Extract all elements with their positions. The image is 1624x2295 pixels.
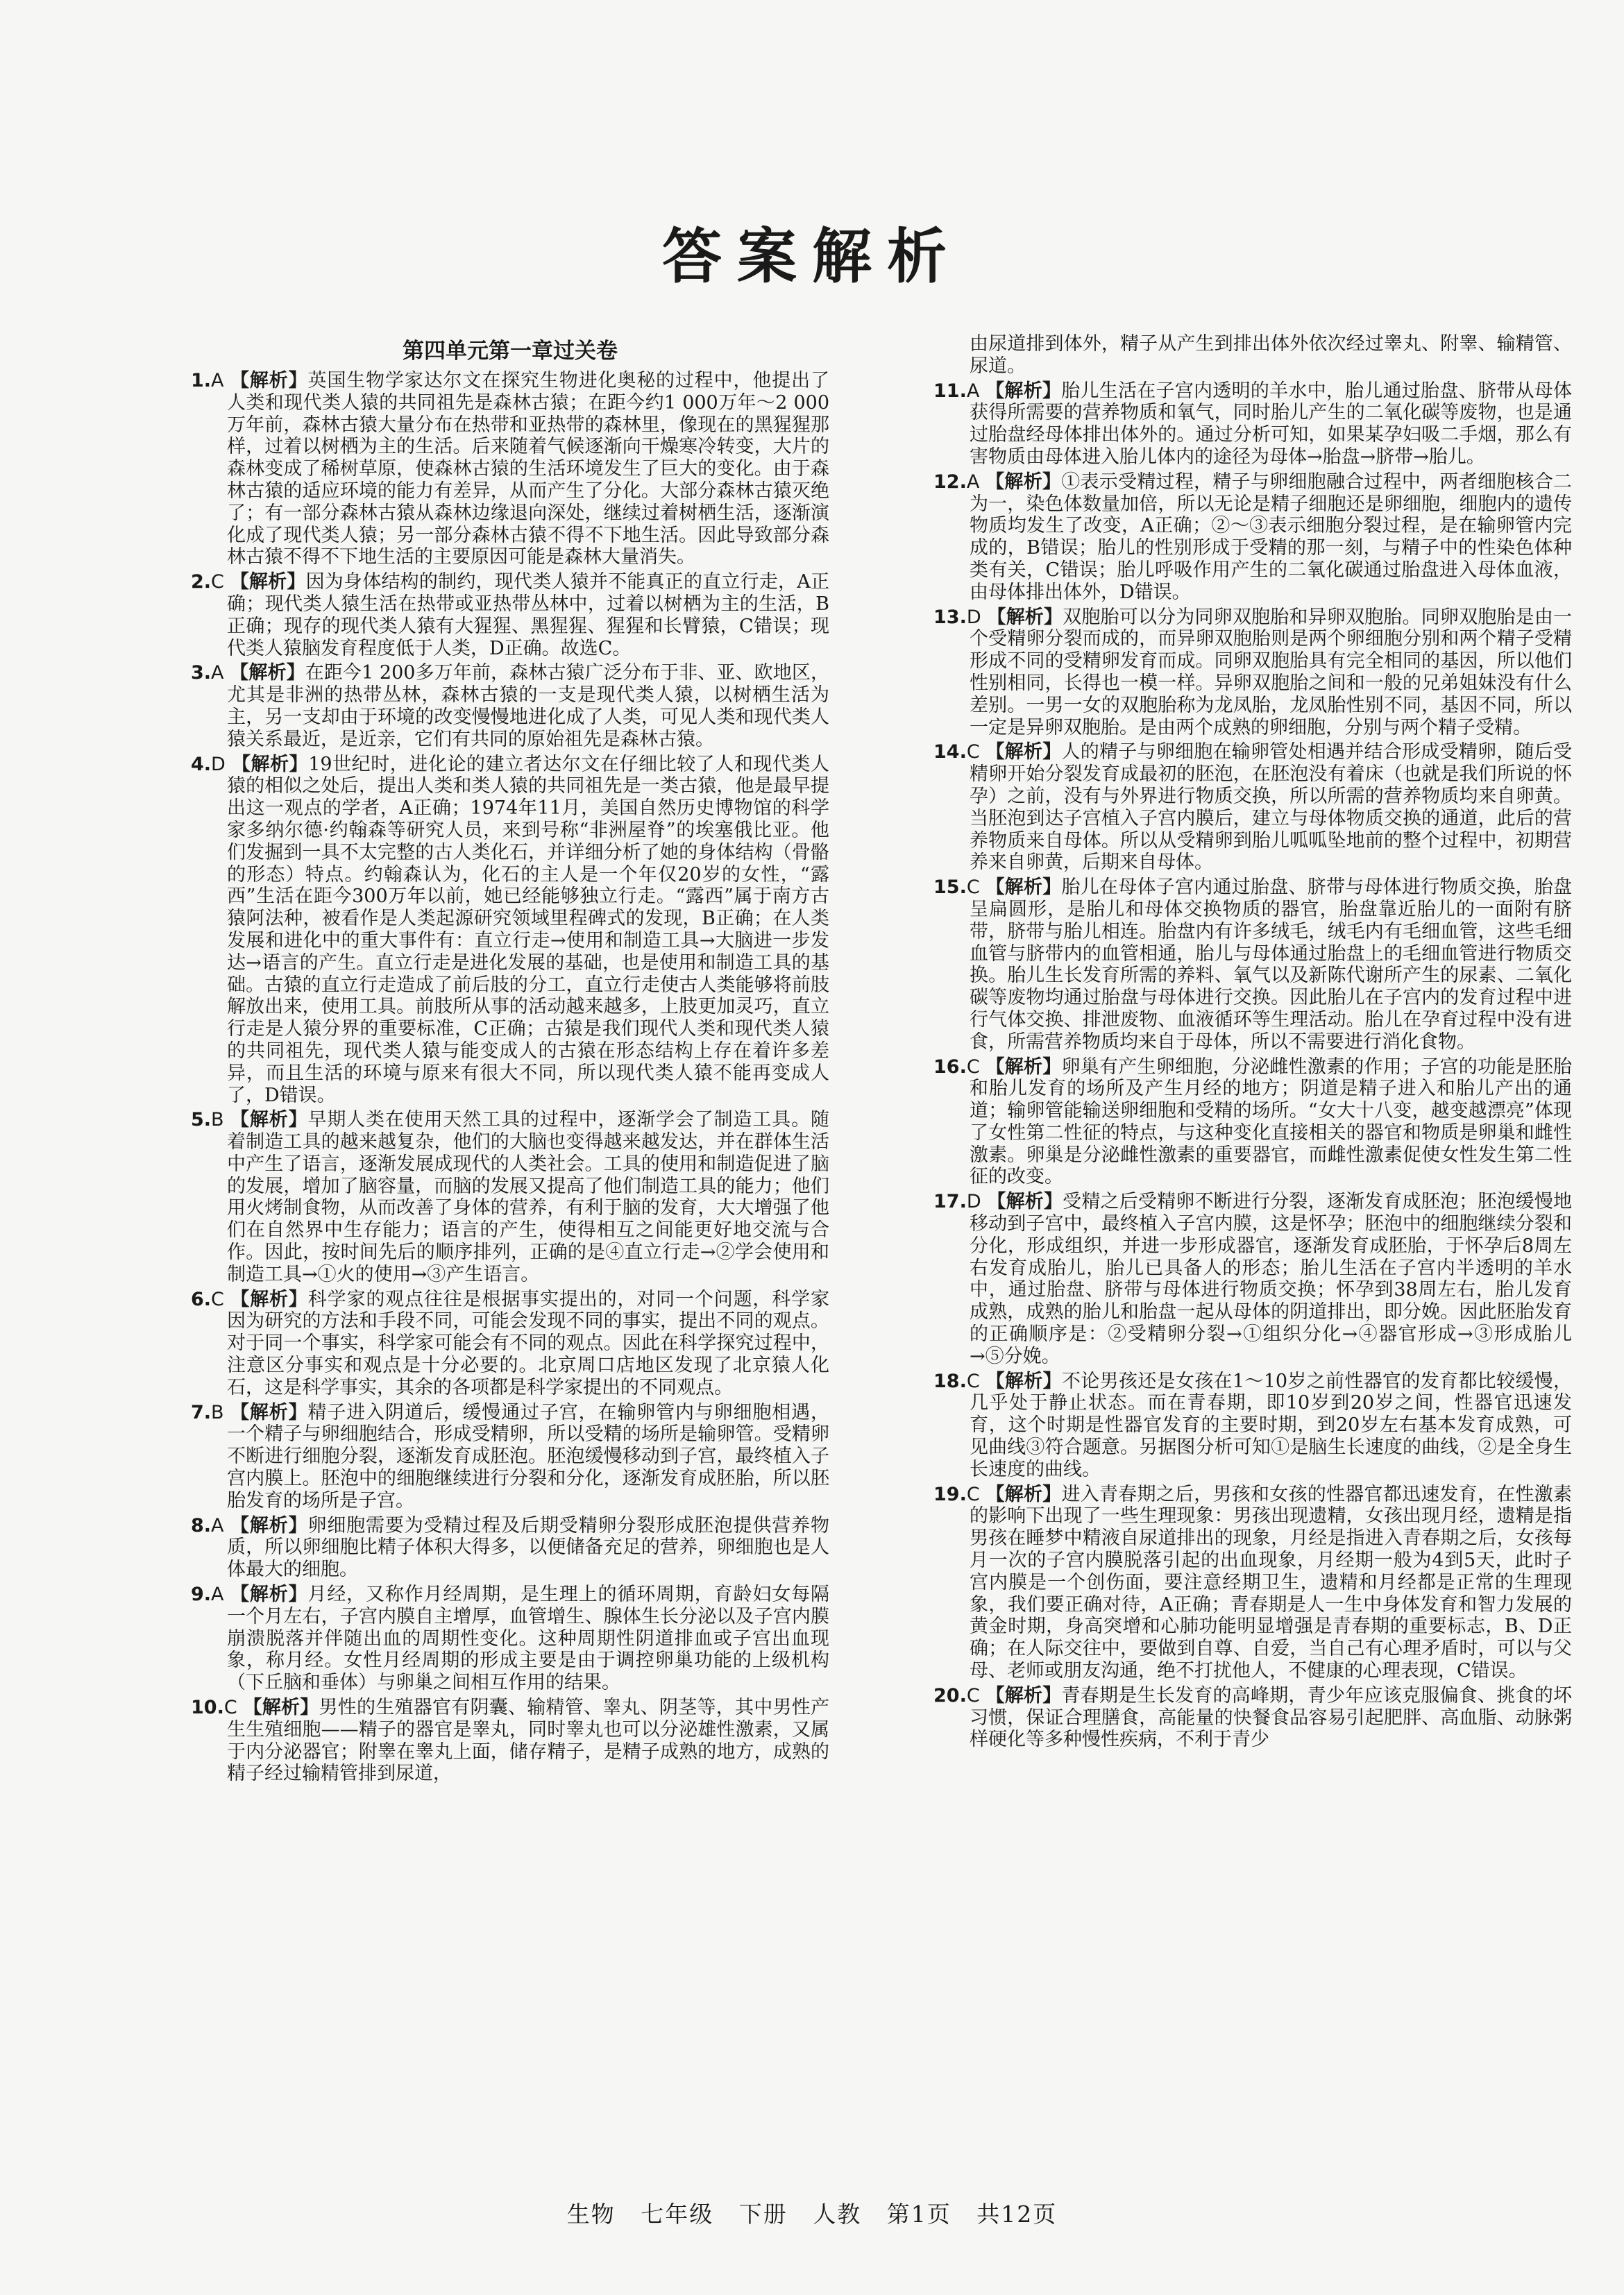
analysis-tag: 【解析】 [230, 1514, 308, 1536]
item-answer: D [966, 1191, 981, 1213]
answer-item [933, 1685, 1572, 1751]
right-column [933, 333, 1572, 1754]
analysis-tag: 【解析】 [230, 571, 306, 593]
item-text: 卵细胞需要为受精过程及后期受精卵分裂形成胚泡提供营养物质，所以卵细胞比精子体积大得多，以便储备充足的营养，卵细胞也是人体最大的细胞。 [227, 1514, 829, 1581]
analysis-tag: 【解析】 [986, 471, 1062, 493]
unit-title: 第四单元第一章过关卷 [403, 339, 618, 364]
item-answer: D [966, 606, 981, 628]
answer-item [933, 607, 1572, 739]
analysis-tag: 【解析】 [986, 1684, 1062, 1707]
page-footer [0, 2196, 1624, 2229]
item-answer: B [211, 1401, 224, 1423]
item-number: 18. [933, 1370, 967, 1392]
page-title: 答案解析 [662, 222, 962, 291]
item-answer: A [211, 662, 224, 684]
analysis-tag: 【解析】 [986, 741, 1062, 763]
item-text: 胎儿在母体子宫内通过胎盘、脐带与母体进行物质交换，胎盘呈扁圆形，是胎儿和母体交换物质的器官，胎盘靠近胎儿的一面附有脐带，脐带与胎儿相连。胎盘内有许多绒毛，绒毛内有毛细血管，这些毛细血管与脐带内的血管相通，胎儿与母体通过胎盘上的毛细血管进行物质交换。胎儿生长发育所需的养料、氧气以及新陈代谢所产生的尿素、二氧化碳等废物均通过胎盘与母体进行交换。因此胎儿在子宫内的发育过程中进行气体交换、排泄废物、血液循环等生理活动。胎儿在孕育过程中没有进食，所需营养物质均来自于母体，所以不需要进行消化食物。 [970, 876, 1573, 1053]
item-text: 双胞胎可以分为同卵双胞胎和异卵双胞胎。同卵双胞胎是由一个受精卵分裂而成的，而异卵双胞胎则是两个卵细胞分别和两个精子受精形成不同的受精卵发育而成。同卵双胞胎具有完全相同的基因，所以他们性别相同，长得也一模一样。异卵双胞胎之间和一般的兄弟姐妹没有什么差别。一男一女的双胞胎称为龙凤胎，龙凤胎性别不同，基因不同，所以一定是异卵双胞胎。是由两个成熟的卵细胞，分别与两个精子受精。 [970, 606, 1573, 738]
item-answer: A [211, 1584, 224, 1606]
analysis-tag: 【解析】 [230, 1401, 308, 1423]
footer-volume: 下册 [738, 2201, 788, 2228]
analysis-tag: 【解析】 [987, 606, 1063, 628]
answer-item [191, 370, 829, 568]
item-answer: B [211, 1109, 224, 1131]
item-text: 精子进入阴道后，缓慢通过子宫，在输卵管内与卵细胞相遇，一个精子与卵细胞结合，形成受精卵，所以受精的场所是输卵管。受精卵不断进行细胞分裂，逐渐发育成胚泡。胚泡缓慢移动到子宫，最终植入子宫内膜上。胚泡中的细胞继续进行分裂和分化，逐渐发育成胚胎，所以胚胎发育的场所是子宫。 [227, 1401, 829, 1511]
item-number: 13. [933, 606, 967, 628]
item-number: 14. [933, 741, 967, 763]
item-number: 12. [933, 471, 967, 493]
item-answer: C [211, 1288, 224, 1310]
item-answer: C [211, 571, 224, 593]
item-number: 6. [191, 1288, 212, 1310]
item-number: 1. [191, 370, 212, 391]
analysis-tag: 【解析】 [986, 380, 1062, 402]
footer-grade: 七年级 [641, 2201, 714, 2228]
item-text: ①表示受精过程，精子与卵细胞融合过程中，两者细胞核合二为一，染色体数量加倍，所以无论是精子细胞还是卵细胞，细胞内的遗传物质均发生了改变，A正确；②～③表示细胞分裂过程，是在输卵管内完成的，B错误；胎儿的性别形成于受精的那一刻，与精子中的性染色体种类有关，C错误；胎儿呼吸作用产生的二氧化碳通过胎盘进入母体血液，由母体排出体外，D错误。 [970, 471, 1572, 603]
analysis-tag: 【解析】 [987, 1191, 1063, 1213]
item-text: 科学家的观点往往是根据事实提出的，对同一个问题，科学家因为研究的方法和手段不同，可能会发现不同的事实，提出不同的观点。对于同一个事实，科学家可能会有不同的观点。因此在科学探究过程中，注意区分事实和观点是十分必要的。北京周口店地区发现了北京猿人化石，这是科学事实，其余的各项都是科学家提出的不同观点。 [227, 1288, 829, 1398]
item-answer: A [211, 370, 224, 391]
item-text: 胎儿生活在子宫内透明的羊水中，胎儿通过胎盘、脐带从母体获得所需要的营养物质和氧气，同时胎儿产生的二氧化碳等废物，也是通过胎盘经母体排出体外的。通过分析可知，如果某孕妇吸二手烟，那么有害物质由母体进入胎儿体内的途径为母体→胎盘→脐带→胎儿。 [970, 380, 1572, 468]
item-text: 英国生物学家达尔文在探究生物进化奥秘的过程中，他提出了人类和现代类人猿的共同祖先是森林古猿；在距今约1 000万年～2 000万年前，森林古猿大量分布在热带和亚热带的森林里，像现在的黑猩猩那样，过着以树栖为主的生活。后来随着气候逐渐向干燥寒冷转变，大片的森林变成了稀树草原，使森林古猿的生活环境发生了巨大的变化。由于森林古猿的适应环境的能力有差异，从而产生了分化。大部分森林古猿灭绝了；有一部分森林古猿从森林边缘退向深处，继续过着树栖生活，逐渐演化成了现代类人猿；另一部分森林古猿不得不下地生活。因此导致部分森林古猿不得不下地生活的主要原因可能是森林大量消失。 [227, 370, 829, 568]
item-answer: C [966, 1370, 980, 1392]
item-text: 卵巢有产生卵细胞，分泌雌性激素的作用；子宫的功能是胚胎和胎儿发育的场所及产生月经的地方；阴道是精子进入和胎儿产出的通道；输卵管能输送卵细胞和受精的场所。“女大十八变，越变越漂亮”体现了女性第二性征的特点，与这种变化直接相关的器官和物质是卵巢和雌性激素。卵巢是分泌雌性激素的重要器官，而雌性激素促使女性发生第二性征的改变。 [970, 1056, 1573, 1188]
answer-item [933, 1191, 1572, 1367]
answer-item [191, 1515, 829, 1581]
analysis-tag: 【解析】 [230, 1584, 308, 1606]
analysis-tag: 【解析】 [986, 1370, 1062, 1392]
item-text: 青春期是生长发育的高峰期，青少年应该克服偏食、挑食的坏习惯，保证合理膳食，高能量的快餐食品容易引起肥胖、高血脂、动脉粥样硬化等多种慢性疾病，不利于青少 [970, 1684, 1573, 1751]
item-answer: C [223, 1697, 237, 1719]
item-number: 7. [191, 1401, 212, 1423]
answer-item [933, 333, 1572, 378]
answer-list-right [933, 333, 1572, 1751]
item-answer: C [966, 1684, 980, 1707]
item-number: 20. [933, 1684, 967, 1707]
item-text: 月经，又称作月经周期，是生理上的循环周期，育龄妇女每隔一个月左右，子宫内膜自主增厚，血管增生、腺体生长分泌以及子宫内膜崩溃脱落并伴随出血的周期性变化。这种周期性阴道排血或子宫出血现象，称月经。女性月经周期的形成主要是由于调控卵巢功能的上级机构（下丘脑和垂体）与卵巢之间相互作用的结果。 [227, 1584, 829, 1694]
analysis-tag: 【解析】 [986, 1483, 1062, 1505]
answer-item [191, 1584, 829, 1694]
item-answer: C [966, 1056, 980, 1078]
item-number: 15. [933, 876, 967, 899]
footer-total: 共12页 [976, 2201, 1058, 2228]
answer-item [191, 1697, 829, 1785]
item-number: 5. [191, 1109, 212, 1131]
item-answer: C [966, 876, 980, 899]
item-number: 9. [191, 1584, 212, 1606]
answer-item [933, 380, 1572, 468]
item-text: 在距今1 200多万年前，森林古猿广泛分布于非、亚、欧地区，尤其是非洲的热带丛林，森林古猿的一支是现代类人猿，以树栖生活为主，另一支却由于环境的改变慢慢地进化成了人类，可见人类和现代类人猿关系最近，是近亲，它们有共同的原始祖先是森林古猿。 [227, 662, 829, 750]
analysis-tag: 【解析】 [230, 370, 308, 391]
item-answer: A [966, 380, 980, 402]
item-text: 受精之后受精卵不断进行分裂，逐渐发育成胚泡；胚泡缓慢地移动到子宫中，最终植入子宫内膜，这是怀孕；胚泡中的细胞继续分裂和分化，形成组织，并进一步形成器官，逐渐发育成胚胎，于怀孕后8周左右发育成胎儿，胎儿已具备人的形态；胎儿生活在子宫内半透明的羊水中，通过胎盘、脐带与母体进行物质交换；怀孕到38周左右，胎儿发育成熟，成熟的胎儿和胎盘一起从母体的阴道排出，即分娩。因此胚胎发育的正确顺序是：②受精卵分裂→①组织分化→④器官形成→③形成胎儿→⑤分娩。 [970, 1191, 1573, 1367]
footer-subject: 生物 [566, 2201, 616, 2228]
answer-list-left [191, 370, 829, 1785]
analysis-tag: 【解析】 [986, 876, 1062, 899]
item-number: 2. [191, 571, 212, 593]
analysis-tag: 【解析】 [986, 1056, 1062, 1078]
item-answer: A [211, 1514, 224, 1536]
analysis-tag: 【解析】 [231, 753, 309, 775]
answer-item [191, 571, 829, 659]
answer-item [191, 1289, 829, 1399]
analysis-tag: 【解析】 [230, 1109, 308, 1131]
item-answer: C [966, 1483, 980, 1505]
answer-item [191, 754, 829, 1107]
item-number: 8. [191, 1514, 212, 1536]
item-number: 19. [933, 1483, 967, 1505]
item-number: 11. [933, 380, 967, 402]
analysis-tag: 【解析】 [230, 662, 305, 684]
answer-item [933, 471, 1572, 604]
footer-page: 第1页 [886, 2201, 951, 2228]
answer-item [191, 1402, 829, 1512]
item-text: 早期人类在使用天然工具的过程中，逐渐学会了制造工具。随着制造工具的越来越复杂，他们的大脑也变得越来越发达，并在群体生活中产生了语言，逐渐发展成现代的人类社会。工具的使用和制造促进了脑的发展，增加了脑容量，而脑的发展又提高了他们制造工具的能力；他们用火烤制食物，从而改善了身体的营养，有利于脑的发育，大大增强了他们在自然界中生存能力；语言的产生，使得相互之间能更好地交流与合作。因此，按时间先后的顺序排列，正确的是④直立行走→②学会使用和制造工具→①火的使用→③产生语言。 [227, 1109, 829, 1285]
item-number: 17. [933, 1191, 967, 1213]
item-text: 因为身体结构的制约，现代类人猿并不能真正的直立行走，A正确；现代类人猿生活在热带或亚热带丛林中，过着以树栖为主的生活，B正确；现存的现代类人猿有大猩猩、黑猩猩、猩猩和长臂猿，C错误；现代类人猿脑发育程度低于人类，D正确。故选C。 [227, 571, 829, 659]
answer-item [933, 876, 1572, 1053]
item-number: 16. [933, 1056, 967, 1078]
item-text: 不论男孩还是女孩在1～10岁之前性器官的发育都比较缓慢，几乎处于静止状态。而在青春期，即10岁到20岁之间，性器官迅速发育，这个时期是性器官发育的主要时期，到20岁左右基本发育成熟，可见曲线③符合题意。另据图分析可知①是脑生长速度的曲线，②是全身生长速度的曲线。 [970, 1370, 1572, 1480]
item-text: 19世纪时，进化论的建立者达尔文在仔细比较了人和现代类人猿的相似之处后，提出人类和类人猿的共同祖先是一类古猿，他是最早提出这一观点的学者，A正确；1974年11月，美国自然历史博物馆的科学家多纳尔德·约翰森等研究人员，来到号称“非洲屋脊”的埃塞俄比亚。他们发掘到一具不太完整的古人类化石，并详细分析了她的身体结构（骨骼的形态）特点。约翰森认为，化石的主人是一个年仅20岁的女性，“露西”生活在距今300万年以前，她已经能够独立行走。“露西”属于南方古猿阿法种，被看作是人类起源研究领域里程碑式的发现，B正确；在人类发展和进化中的重大事件有：直立行走→使用和制造工具→大脑进一步发达→语言的产生。直立行走是进化发展的基础，也是使用和制造工具的基础。古猿的直立行走造成了前后肢的分工，直立行走使古人类能够将前肢解放出来，使用工具。前肢所从事的活动越来越多，上肢更加灵巧，直立行走是人猿分界的重要标准，C正确；古猿是我们现代人类和现代类人猿的共同祖先，现代类人猿与能变成人的古猿在形态结构上存在着许多差异，而且生活的环境与原来有很大不同，所以现代类人猿不能再变成人了，D错误。 [227, 753, 830, 1106]
item-answer: C [966, 741, 980, 763]
item-text: 男性的生殖器官有阴囊、输精管、睾丸、阴茎等，其中男性产生生殖细胞——精子的器官是睾丸，同时睾丸也可以分泌雄性激素，又属于内分泌器官；附睾在睾丸上面，储存精子，是精子成熟的地方，成熟的精子经过输精管排到尿道， [227, 1697, 830, 1785]
item-number: 4. [191, 753, 212, 775]
answer-item [933, 1056, 1572, 1189]
item-answer: A [966, 471, 980, 493]
item-text: 进入青春期之后，男孩和女孩的性器官都迅速发育，在性激素的影响下出现了一些生理现象：男孩出现遗精，女孩出现月经，遗精是指男孩在睡梦中精液自尿道排出的现象，月经是指进入青春期之后，女孩每月一次的子宫内膜脱落引起的出血现象，月经期一般为4到5天，此时子宫内膜是一个创伤面，要注意经期卫生，遗精和月经都是正常的生理现象，我们要正确对待，A正确；青春期是人一生中身体发育和智力发展的黄金时期，身高突增和心肺功能明显增强是青春期的重要标志，B、D正确；在人际交往中，要做到自尊、自爱，当自己有心理矛盾时，可以与父母、老师或朋友沟通，绝不打扰他人，不健康的心理表现，C错误。 [970, 1483, 1573, 1682]
answer-item [933, 741, 1572, 874]
footer-edition: 人教 [813, 2201, 862, 2228]
answer-item [933, 1484, 1572, 1682]
left-column [191, 333, 829, 1788]
analysis-tag: 【解析】 [243, 1697, 319, 1719]
item-number: 10. [191, 1697, 224, 1719]
answer-item [933, 1371, 1572, 1481]
item-text: 人的精子与卵细胞在输卵管处相遇并结合形成受精卵，随后受精卵开始分裂发育成最初的胚泡，在胚泡没有着床（也就是我们所说的怀孕）之前，没有与外界进行物质交换，所以所需的营养物质均来自卵黄。当胚泡到达子宫植入子宫内膜后，建立与母体物质交换的通道，此后的营养物质来自母体。所以从受精卵到胎儿呱呱坠地前的整个过程中，初期营养来自卵黄，后期来自母体。 [970, 741, 1573, 874]
answer-item [191, 662, 829, 750]
item-text: 由尿道排到体外，精子从产生到排出体外依次经过睾丸、附睾、输精管、尿道。 [970, 333, 1572, 377]
analysis-tag: 【解析】 [230, 1288, 308, 1310]
item-answer: D [211, 753, 226, 775]
answer-item [191, 1109, 829, 1285]
item-number: 3. [191, 662, 212, 684]
